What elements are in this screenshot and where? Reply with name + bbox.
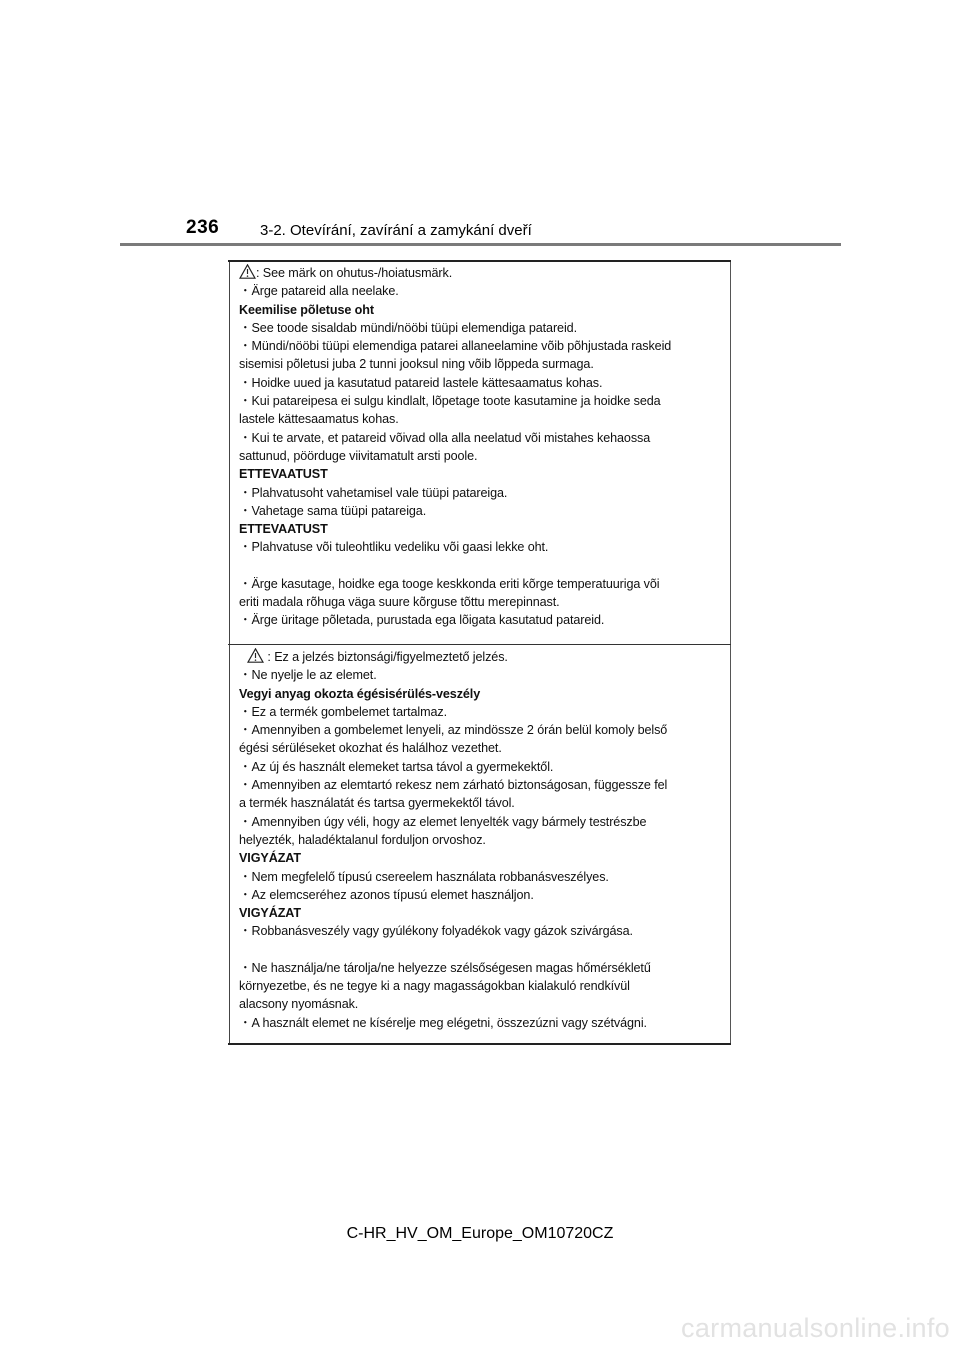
estonian-text-line: ・Ärge kasutage, hoidke ega tooge keskkonda eriti kõrge temperatuuriga või xyxy=(239,576,660,591)
estonian-symbol-line xyxy=(239,264,714,282)
hungarian-text-line: ・Nem megfelelő típusú csereelem használata robbanásveszélyes. xyxy=(239,869,609,884)
estonian-lines xyxy=(239,282,714,629)
estonian-text-line: sisemisi põletusi juba 2 tunni jooksul ning võib lõppeda surmaga. xyxy=(239,357,594,372)
estonian-text-line: ・See toode sisaldab mündi/nööbi tüüpi elemendiga patareid. xyxy=(239,320,577,335)
hungarian-symbol-text: : Ez a jelzés biztonsági/figyelmeztető jelzés. xyxy=(264,650,508,664)
hungarian-warning-block xyxy=(239,648,714,1032)
hungarian-text-line: ・Amennyiben a gombelemet lenyeli, az mindössze 2 órán belül komoly belső xyxy=(239,723,668,738)
hungarian-text-line: ・Az elemcseréhez azonos típusú elemet használjon. xyxy=(239,887,534,902)
document-id: C-HR_HV_OM_Europe_OM10720CZ xyxy=(346,1225,614,1242)
estonian-text-line: ・Kui patareipesa ei sulgu kindlalt, lõpetage toote kasutamine ja hoidke seda xyxy=(239,394,661,409)
warning-triangle-icon xyxy=(247,648,264,663)
section-title: 3-2. Otevírání, zavírání a zamykání dveří xyxy=(260,222,532,239)
hungarian-text-line: alacsony nyomásnak. xyxy=(239,997,359,1012)
hungarian-heading: VIGYÁZAT xyxy=(239,851,301,866)
hungarian-text-line: a termék használatát és tartsa gyermekektől távol. xyxy=(239,796,515,811)
estonian-text-line: sattunud, pöörduge viivitamatult arsti poole. xyxy=(239,448,478,463)
estonian-text-line: ・Mündi/nööbi tüüpi elemendiga patarei allaneelamine võib põhjustada raskeid xyxy=(239,339,672,354)
label-frame-right xyxy=(730,262,731,1044)
estonian-text-line: ・Kui te arvate, et patareid võivad olla alla neelatud või mistahes kehaossa xyxy=(239,430,651,445)
label-frame-bottom xyxy=(228,1043,731,1045)
label-section-divider xyxy=(228,644,731,645)
hungarian-text-line: környezetbe, és ne tegye ki a nagy magasságokban kialakuló rendkívül xyxy=(239,979,630,994)
hungarian-text-line: helyezték, haladéktalanul forduljon orvoshoz. xyxy=(239,832,486,847)
hungarian-heading: VIGYÁZAT xyxy=(239,906,301,921)
hungarian-text-line: ・Ne nyelje le az elemet. xyxy=(239,668,377,683)
header-divider xyxy=(120,243,841,246)
warning-triangle-icon xyxy=(239,264,256,279)
hungarian-text-line: ・Ne használja/ne tárolja/ne helyezze szélsőségesen magas hőmérsékletű xyxy=(239,960,651,975)
hungarian-text-line: ・Amennyiben úgy véli, hogy az elemet lenyelték vagy bármely testrészbe xyxy=(239,814,647,829)
hungarian-heading: Vegyi anyag okozta égésisérülés-veszély xyxy=(239,686,481,701)
estonian-text-line: ・Ärge patareid alla neelake. xyxy=(239,284,399,299)
estonian-text-line: ・Ärge üritage põletada, purustada ega lõigata kasutatud patareid. xyxy=(239,613,605,628)
estonian-symbol-text: : See märk on ohutus-/hoiatusmärk. xyxy=(256,266,453,280)
estonian-text-line: ・Plahvatuse või tuleohtliku vedeliku või gaasi lekke oht. xyxy=(239,540,549,555)
estonian-heading: ETTEVAATUST xyxy=(239,467,328,482)
label-frame-top xyxy=(228,260,731,262)
estonian-text-line: ・Vahetage sama tüüpi patareiga. xyxy=(239,503,427,518)
hungarian-text-line: ・A használt elemet ne kísérelje meg elégetni, összezúzni vagy szétvágni. xyxy=(239,1015,647,1030)
estonian-heading: ETTEVAATUST xyxy=(239,522,328,537)
estonian-text-line: eriti madala rõhuga väga suure kõrguse tõttu merepinnast. xyxy=(239,595,560,610)
estonian-warning-block xyxy=(239,264,714,630)
hungarian-text-line: ・Amennyiben az elemtartó rekesz nem zárható biztonságosan, függessze fel xyxy=(239,778,668,793)
hungarian-text-line: ・Az új és használt elemeket tartsa távol a gyermekektől. xyxy=(239,759,554,774)
hungarian-symbol-line xyxy=(239,648,714,666)
battery-warning-label xyxy=(228,258,731,1045)
hungarian-text-line: ・Robbanásveszély vagy gyúlékony folyadékok vagy gázok szivárgása. xyxy=(239,924,633,939)
site-watermark: carmanualsonline.info xyxy=(681,1313,950,1343)
hungarian-text-line: ・Ez a termék gombelemet tartalmaz. xyxy=(239,704,447,719)
estonian-heading: Keemilise põletuse oht xyxy=(239,302,374,317)
label-frame-left xyxy=(229,262,230,1044)
estonian-text-line: ・Plahvatusoht vahetamisel vale tüüpi patareiga. xyxy=(239,485,508,500)
estonian-text-line: lastele kättesaamatus kohas. xyxy=(239,412,399,427)
hungarian-lines xyxy=(239,666,714,1032)
page-number: 236 xyxy=(186,217,220,238)
hungarian-text-line: égési sérüléseket okozhat és halálhoz vezethet. xyxy=(239,741,502,756)
estonian-text-line: ・Hoidke uued ja kasutatud patareid lastele kättesaamatus kohas. xyxy=(239,375,603,390)
